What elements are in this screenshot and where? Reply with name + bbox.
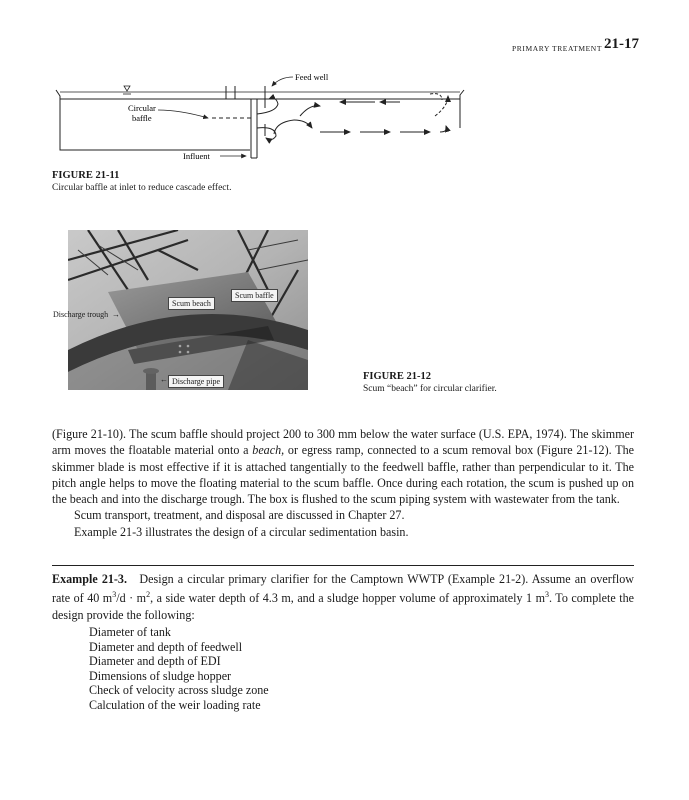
list-item: Diameter and depth of feedwell (89, 639, 243, 654)
example-intro: Example 21-3. Design a circular primary clarifier for the Camptown WWTP (Example 21-2). Assume an overflow rate of 40 $m^3/d \cdot m^2$, a side water depth of 4.3 m, and a sludge hopper volume of approximately 1 $m^3$. To complete the design provide the following: (52, 572, 634, 622)
label-feed-well: Feed well (295, 72, 329, 82)
running-header: PRIMARY TREATMENT (512, 44, 603, 53)
label-discharge-trough: Discharge trough (53, 310, 109, 319)
label-circular-baffle-2: baffle (132, 113, 152, 123)
trough-arrow: → (112, 310, 120, 319)
label-scum-beach: Scum beach (168, 297, 215, 310)
pipe-arrow: ← (160, 375, 168, 384)
label-influent: Influent (183, 151, 210, 161)
example-21-3 (52, 571, 634, 623)
paragraph-example-ref: Example 21-3 illustrates the design of a circular sedimentation basin. (74, 524, 409, 539)
list-item: Diameter of tank (89, 625, 171, 639)
figure-21-11-caption: Circular baffle at inlet to reduce cascade effect. (52, 183, 232, 193)
page-number: 21-17 (604, 36, 639, 52)
body-text (52, 426, 634, 540)
paragraph-skimmer: (Figure 21-10). The scum baffle should project 200 to 300 mm below the water surface (U.S. EPA, 1974). The skimmer arm moves the floatable material onto a beach, or egress ramp, connected to a scum removal box (Figure 21-12). The skimmer blade is most effective if it is attached tangentially to the feedwell baffle, rather than perpendicular to it. The pitch angle helps to move the floating material to the scum baffle. Once during each rotation, the scum is pushed up on the beach and into the discharge trough. The box is flushed to the scum piping system with wastewater from the tank. (52, 427, 634, 507)
figure-21-12-title: FIGURE 21-12 (363, 371, 431, 382)
figure-21-12-caption: Scum “beach” for circular clarifier. (363, 384, 497, 394)
list-item: Check of velocity across sludge zone (89, 683, 269, 698)
label-circular-baffle-1: Circular (128, 103, 156, 113)
paragraph-scum-transport: Scum transport, treatment, and disposal are discussed in Chapter 27. (74, 508, 405, 523)
example-divider (52, 565, 634, 566)
figure-21-11-diagram (50, 66, 470, 168)
design-items-list (89, 625, 269, 713)
water-level-symbol (124, 86, 130, 91)
example-label: Example 21-3. (52, 572, 128, 586)
figure-21-11-title: FIGURE 21-11 (52, 170, 120, 181)
list-item: Dimensions of sludge hopper (89, 668, 232, 683)
label-discharge-pipe: Discharge pipe (168, 375, 224, 388)
label-scum-baffle: Scum baffle (231, 289, 278, 302)
tank-wall-top (56, 90, 464, 99)
list-item: Calculation of the weir loading rate (89, 697, 261, 712)
list-item: Diameter and depth of EDI (89, 654, 221, 669)
